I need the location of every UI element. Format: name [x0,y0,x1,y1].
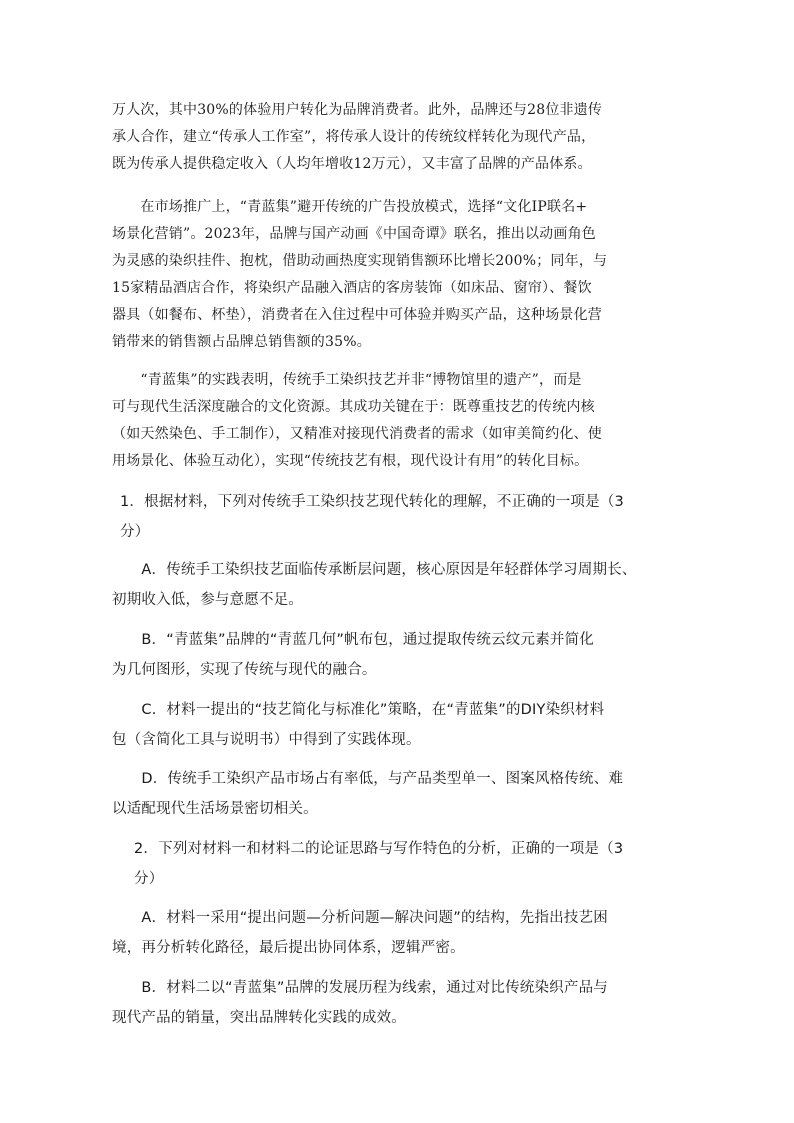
text-line: 2．下列对材料一和材料二的论证思路与写作特色的分析，正确的一项是（3 [134,841,624,857]
text-line: 境，再分析转化路径，最后提出协同体系，逻辑严密。 [112,940,465,956]
text-line: 器具（如餐布、杯垫），消费者在入住过程中可体验并购买产品，这种场景化营 [112,307,602,323]
text-line: 分） [134,871,164,887]
text-line: 包（含简化工具与说明书）中得到了实践体现。 [112,732,421,748]
text-line: C．材料一提出的“技艺简化与标准化”策略，在“青蓝集”的DIY染织材料 [112,702,605,718]
question-2-option-a [112,903,680,963]
passage-paragraph-3 [112,367,680,475]
text-line: B．材料二以“青蓝集”品牌的发展历程为线索，通过对比传统染织产品与 [112,980,608,996]
text-line: 为灵感的染织挂件、抱枕，借助动画热度实现销售额环比增长200%；同年，与 [112,253,608,269]
text-line: 万人次，其中30%的体验用户转化为品牌消费者。此外，品牌还与28位非遗传 [112,102,603,118]
text-line: 分） [120,524,150,540]
text-line: A．传统手工染织技艺面临传承断层问题，核心原因是年轻群体学习周期长、 [112,562,637,578]
text-line: D．传统手工染织产品市场占有率低，与产品类型单一、图案风格传统、难 [112,771,624,787]
text-line: 场景化营销”。2023年，品牌与国产动画《中国奇谭》联名，推出以动画角色 [112,226,596,242]
passage-paragraph-1 [112,97,680,178]
text-line: 1．根据材料，下列对传统手工染织技艺现代转化的理解，不正确的一项是（3 [120,494,624,510]
text-line: 15家精品酒店合作，将染织产品融入酒店的客房装饰（如床品、窗帘）、餐饮 [112,280,592,296]
text-line: 为几何图形，实现了传统与现代的融合。 [112,662,377,678]
question-1-option-c [112,695,680,755]
question-1-option-b [112,625,680,685]
question-1-option-a [112,555,680,615]
question-1-stem [120,487,688,547]
text-line: “青蓝集”的实践表明，传统手工染织技艺并非“博物馆里的遗产”，而是 [112,372,582,388]
text-line: 现代产品的销量，突出品牌转化实践的成效。 [112,1010,406,1026]
text-line: 销带来的销售额占品牌总销售额的35%。 [112,334,371,350]
text-line: 承人合作，建立“传承人工作室”，将传承人设计的传统纹样转化为现代产品， [112,129,596,145]
text-line: （如天然染色、手工制作），又精准对接现代消费者的需求（如审美简约化、使 [112,426,602,442]
text-line: 以适配现代生活场景密切相关。 [112,801,318,817]
text-line: 在市场推广上，“青蓝集”避开传统的广告投放模式，选择“文化IP联名+ [112,199,588,215]
text-line: A．材料一采用“提出问题—分析问题—解决问题”的结构，先指出技艺困 [112,910,608,926]
text-line: 既为传承人提供稳定收入（人均年增收12万元），又丰富了品牌的产品体系。 [112,156,592,172]
question-2-stem [134,834,680,894]
text-line: 用场景化、体验互动化），实现“传统技艺有根，现代设计有用”的转化目标。 [112,453,589,469]
text-line: 初期收入低，参与意愿不足。 [112,592,304,608]
text-line: 可与现代生活深度融合的文化资源。其成功关键在于：既尊重技艺的传统内核 [112,399,595,415]
question-1-option-d [112,764,680,824]
text-line: B．“青蓝集”品牌的“青蓝几何”帆布包，通过提取传统云纹元素并简化 [112,632,594,648]
question-2-option-b [112,973,680,1033]
passage-paragraph-2 [112,194,680,356]
